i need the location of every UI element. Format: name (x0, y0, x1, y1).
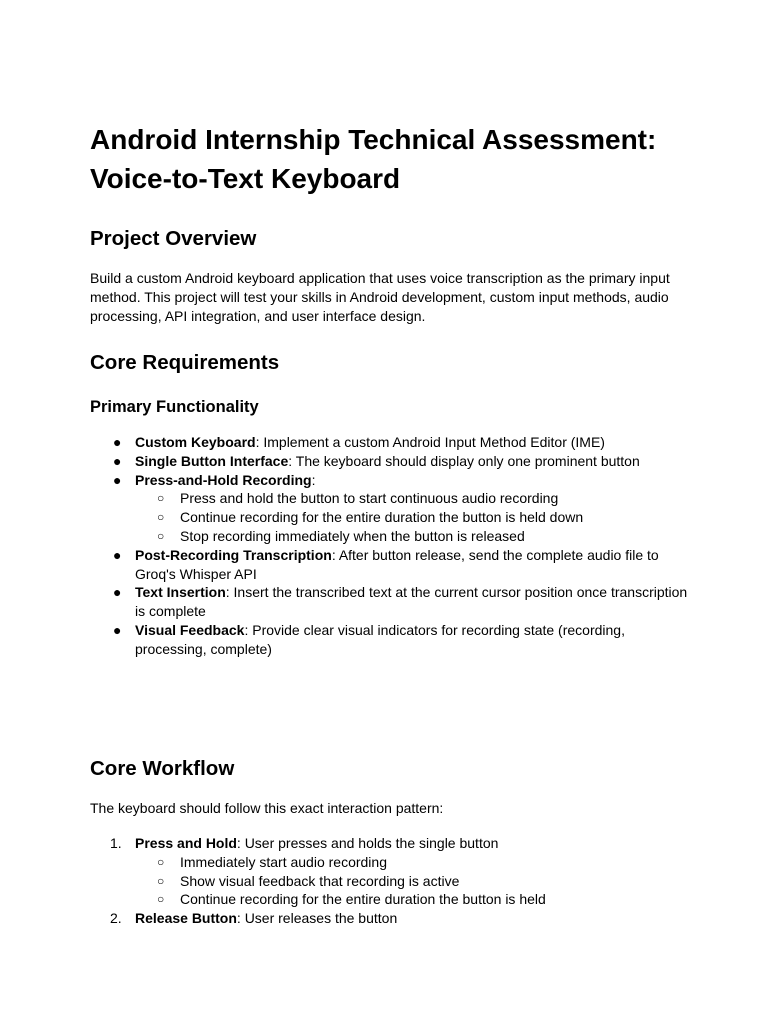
sub-item-text: Show visual feedback that recording is active (180, 872, 460, 889)
sub-item-text: Stop recording immediately when the button is released (180, 527, 525, 544)
project-overview-text: Build a custom Android keyboard application that uses voice transcription as the primary input method. This project will test your skills in Android development, custom input methods, audio processing, API integration, and user interface design. (90, 270, 670, 324)
item-term: Press-and-Hold Recording (135, 471, 312, 488)
item-term: Custom Keyboard (135, 434, 256, 450)
sub-list-item (90, 853, 690, 872)
sub-item-text: Continue recording for the entire duration the button is held (180, 891, 546, 908)
hollow-bullet-icon: ○ (157, 854, 165, 869)
bullet-icon: ● (113, 621, 122, 638)
item-term: Visual Feedback (135, 621, 245, 638)
sub-item-text: Continue recording for the entire duration the button is held down (180, 509, 584, 526)
hollow-bullet-icon: ○ (157, 491, 165, 506)
bullet-icon: ● (113, 471, 122, 488)
list-item (90, 433, 690, 452)
list-item (90, 909, 690, 928)
workflow-steps-list (90, 834, 690, 928)
core-workflow-heading: Core Workflow (90, 757, 235, 780)
core-workflow-intro: The keyboard should follow this exact interaction pattern: (90, 800, 444, 816)
project-overview-heading: Project Overview (90, 227, 257, 250)
requirements-list (90, 433, 690, 659)
list-item (90, 471, 690, 546)
list-item (90, 834, 690, 909)
sub-list-item (90, 890, 690, 909)
sub-list (135, 853, 690, 909)
bullet-icon: ● (113, 546, 122, 563)
item-text: : Insert the transcribed text at the current cursor position once transcription is complete (135, 584, 688, 620)
item-text: : (311, 471, 316, 488)
list-item (90, 583, 690, 621)
item-text: : The keyboard should display only one prominent button (288, 452, 640, 469)
step-term: Release Button (135, 910, 237, 927)
item-text: : After button release, send the complete audio file to Groq's Whisper API (135, 546, 659, 582)
bullet-icon: ● (113, 434, 122, 450)
item-term: Text Insertion (135, 584, 226, 601)
list-item (90, 546, 690, 584)
sub-list-item (90, 527, 690, 546)
step-text: : User presses and holds the single button (236, 835, 499, 851)
hollow-bullet-icon: ○ (157, 873, 165, 888)
hollow-bullet-icon: ○ (157, 892, 165, 907)
step-text: : User releases the button (236, 910, 398, 927)
sub-list-item (90, 508, 690, 527)
sub-list (135, 489, 690, 545)
bullet-icon: ● (113, 584, 122, 601)
sub-list-item (90, 872, 690, 891)
item-text: : Implement a custom Android Input Method Editor (IME) (255, 434, 605, 450)
bullet-icon: ● (113, 452, 122, 469)
hollow-bullet-icon: ○ (157, 528, 165, 543)
hollow-bullet-icon: ○ (157, 510, 165, 525)
sub-item-text: Press and hold the button to start continuous audio recording (180, 490, 559, 507)
core-requirements-heading: Core Requirements (90, 351, 280, 374)
step-number: 2. (110, 910, 122, 927)
list-item (90, 452, 690, 471)
step-term: Press and Hold (135, 835, 237, 851)
item-text: : Provide clear visual indicators for recording state (recording, processing, complete) (135, 621, 625, 657)
list-item (90, 621, 690, 659)
sub-item-text: Immediately start audio recording (180, 853, 387, 870)
step-number: 1. (110, 835, 122, 851)
item-term: Single Button Interface (135, 452, 289, 469)
document-title: Android Internship Technical Assessment: Voice-to-Text Keyboard (90, 124, 657, 194)
sub-list-item (90, 489, 690, 508)
primary-functionality-heading: Primary Functionality (90, 398, 259, 416)
item-term: Post-Recording Transcription (135, 546, 332, 563)
